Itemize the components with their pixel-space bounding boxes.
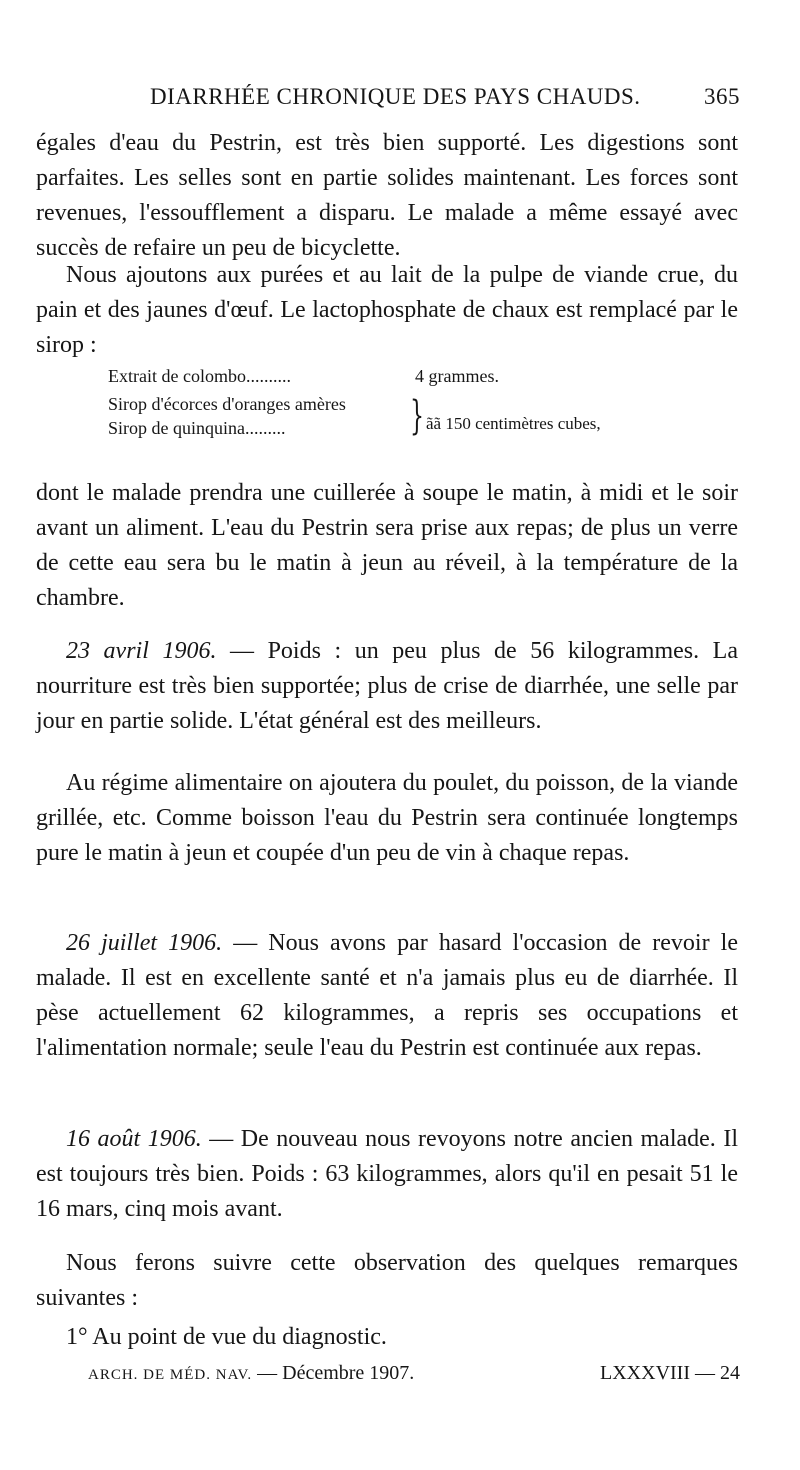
brace-symbol: } <box>410 393 424 439</box>
formula-item-colombo: Extrait de colombo.......... <box>108 366 291 386</box>
entry-text: — De nouveau nous revoyons notre ancien malade. Il est toujours très bien. Poids : 63 kilogrammes, alors qu'il en pesait 51 le 16 mars, cinq mois avant. <box>36 1126 738 1222</box>
entry-text: — Nous avons par hasard l'occasion de revoir le malade. Il est en excellente santé et n'a jamais plus eu de diarrhée. Il pèse actuellement 62 kilogrammes, a repris ses occupations et l'alimentation normale; seule l'eau du Pestrin est continuée aux repas. <box>36 930 738 1061</box>
footer-signature: LXXXVIII — 24 <box>600 1362 740 1384</box>
footer-date: — Décembre 1907. <box>252 1362 415 1384</box>
entry-date: 26 juillet 1906. <box>66 930 223 956</box>
paragraph-2: Nous ajoutons aux purées et au lait de la pulpe de viande crue, du pain et des jaunes d'œuf. Le lactophosphate de chaux est remplacé par le sirop : <box>36 262 738 358</box>
prescription-formula <box>108 364 728 440</box>
paragraph-5: Au régime alimentaire on ajoutera du poulet, du poisson, de la viande grillée, etc. Comme boisson l'eau du Pestrin sera continuée longtemps pure le matin à jeun et coupée d'un peu de vin à chaque repas. <box>36 770 738 866</box>
formula-qty-colombo: 4 grammes. <box>415 366 499 386</box>
paragraph-1: égales d'eau du Pestrin, est très bien supporté. Les digestions sont parfaites. Les selles sont en partie solides maintenant. Les forces sont revenues, l'essoufflement a disparu. Le malade a même essayé avec succès de refaire un peu de bicyclette. <box>36 130 738 261</box>
formula-item-oranges: Sirop d'écorces d'oranges amères <box>108 394 346 414</box>
paragraph-7 <box>36 1122 738 1227</box>
paragraph-6 <box>36 926 738 1066</box>
entry-text: — Poids : un peu plus de 56 kilogrammes. La nourriture est très bien supportée; plus de crise de diarrhée, une selle par jour en partie solide. L'état général est des meilleurs. <box>36 638 738 734</box>
formula-item-quinquina: Sirop de quinquina......... <box>108 418 286 438</box>
running-title: DIARRHÉE CHRONIQUE DES PAYS CHAUDS. <box>150 84 641 109</box>
footer-journal: ARCH. DE MÉD. NAV. <box>88 1367 253 1383</box>
paragraph-4 <box>36 634 738 739</box>
page-number: 365 <box>704 84 740 109</box>
paragraph-8: Nous ferons suivre cette observation des quelques remarques suivantes : <box>36 1250 738 1311</box>
page-footer <box>88 1362 740 1385</box>
entry-date: 16 août 1906. <box>66 1126 202 1152</box>
formula-qty-sirops: ãã 150 centimètres cubes, <box>426 414 601 433</box>
entry-date: 23 avril 1906. <box>66 638 217 664</box>
paragraph-9: 1° Au point de vue du diagnostic. <box>66 1324 387 1350</box>
running-header <box>150 84 740 110</box>
paragraph-3: dont le malade prendra une cuillerée à soupe le matin, à midi et le soir avant un aliment. L'eau du Pestrin sera prise aux repas; de plus un verre de cette eau sera bu le matin à jeun au réveil, à la température de la chambre. <box>36 480 738 611</box>
